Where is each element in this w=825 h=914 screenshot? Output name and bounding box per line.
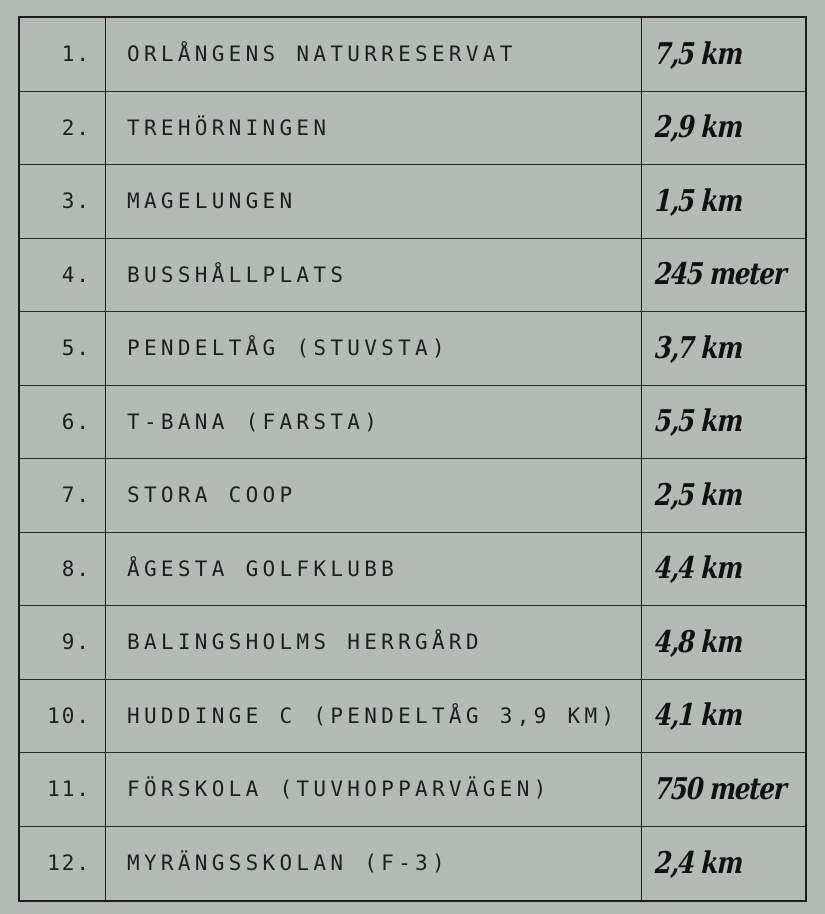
table-row (20, 827, 805, 901)
distance-value: 2,9 km (654, 110, 744, 146)
row-number: 2. (20, 92, 106, 165)
row-number: 9. (20, 606, 106, 679)
table-row (20, 239, 805, 313)
distance-cell (642, 459, 805, 532)
distance-cell (642, 18, 805, 91)
distance-table (18, 16, 807, 902)
row-number: 4. (20, 239, 106, 312)
row-number: 7. (20, 459, 106, 532)
row-number: 10. (20, 680, 106, 753)
row-number: 3. (20, 165, 106, 238)
table-row (20, 606, 805, 680)
distance-cell (642, 606, 805, 679)
table-row (20, 459, 805, 533)
distance-cell (642, 312, 805, 385)
distance-cell (642, 165, 805, 238)
table-row (20, 165, 805, 239)
distance-cell (642, 533, 805, 606)
place-name: T-BANA (FARSTA) (106, 386, 642, 459)
distance-cell (642, 239, 805, 312)
place-name: STORA COOP (106, 459, 642, 532)
distance-value: 4,8 km (654, 624, 744, 660)
distance-cell (642, 92, 805, 165)
row-number: 12. (20, 827, 106, 901)
distance-cell (642, 753, 805, 826)
place-name: MAGELUNGEN (106, 165, 642, 238)
table-row (20, 533, 805, 607)
place-name: BALINGSHOLMS HERRGÅRD (106, 606, 642, 679)
place-name: PENDELTÅG (STUVSTA) (106, 312, 642, 385)
place-name: ÅGESTA GOLFKLUBB (106, 533, 642, 606)
distance-value: 1,5 km (654, 183, 744, 219)
distance-cell (642, 680, 805, 753)
distance-value: 245 meter (654, 257, 787, 293)
table-row (20, 386, 805, 460)
place-name: HUDDINGE C (PENDELTÅG 3,9 KM) (106, 680, 642, 753)
place-name: ORLÅNGENS NATURRESERVAT (106, 18, 642, 91)
distance-value: 4,1 km (654, 698, 744, 734)
distance-cell (642, 827, 805, 901)
row-number: 5. (20, 312, 106, 385)
table-row (20, 753, 805, 827)
row-number: 1. (20, 18, 106, 91)
place-name: BUSSHÅLLPLATS (106, 239, 642, 312)
table-row (20, 18, 805, 92)
distance-value: 7,5 km (654, 36, 744, 72)
table-row (20, 680, 805, 754)
distance-value: 5,5 km (654, 404, 744, 440)
place-name: MYRÄNGSSKOLAN (F-3) (106, 827, 642, 901)
row-number: 6. (20, 386, 106, 459)
distance-value: 3,7 km (654, 330, 744, 366)
place-name: TREHÖRNINGEN (106, 92, 642, 165)
row-number: 8. (20, 533, 106, 606)
row-number: 11. (20, 753, 106, 826)
table-row (20, 312, 805, 386)
distance-cell (642, 386, 805, 459)
table-row (20, 92, 805, 166)
distance-value: 750 meter (654, 771, 787, 807)
distance-value: 2,4 km (654, 845, 744, 881)
distance-value: 4,4 km (654, 551, 744, 587)
distance-value: 2,5 km (654, 477, 744, 513)
place-name: FÖRSKOLA (TUVHOPPARVÄGEN) (106, 753, 642, 826)
